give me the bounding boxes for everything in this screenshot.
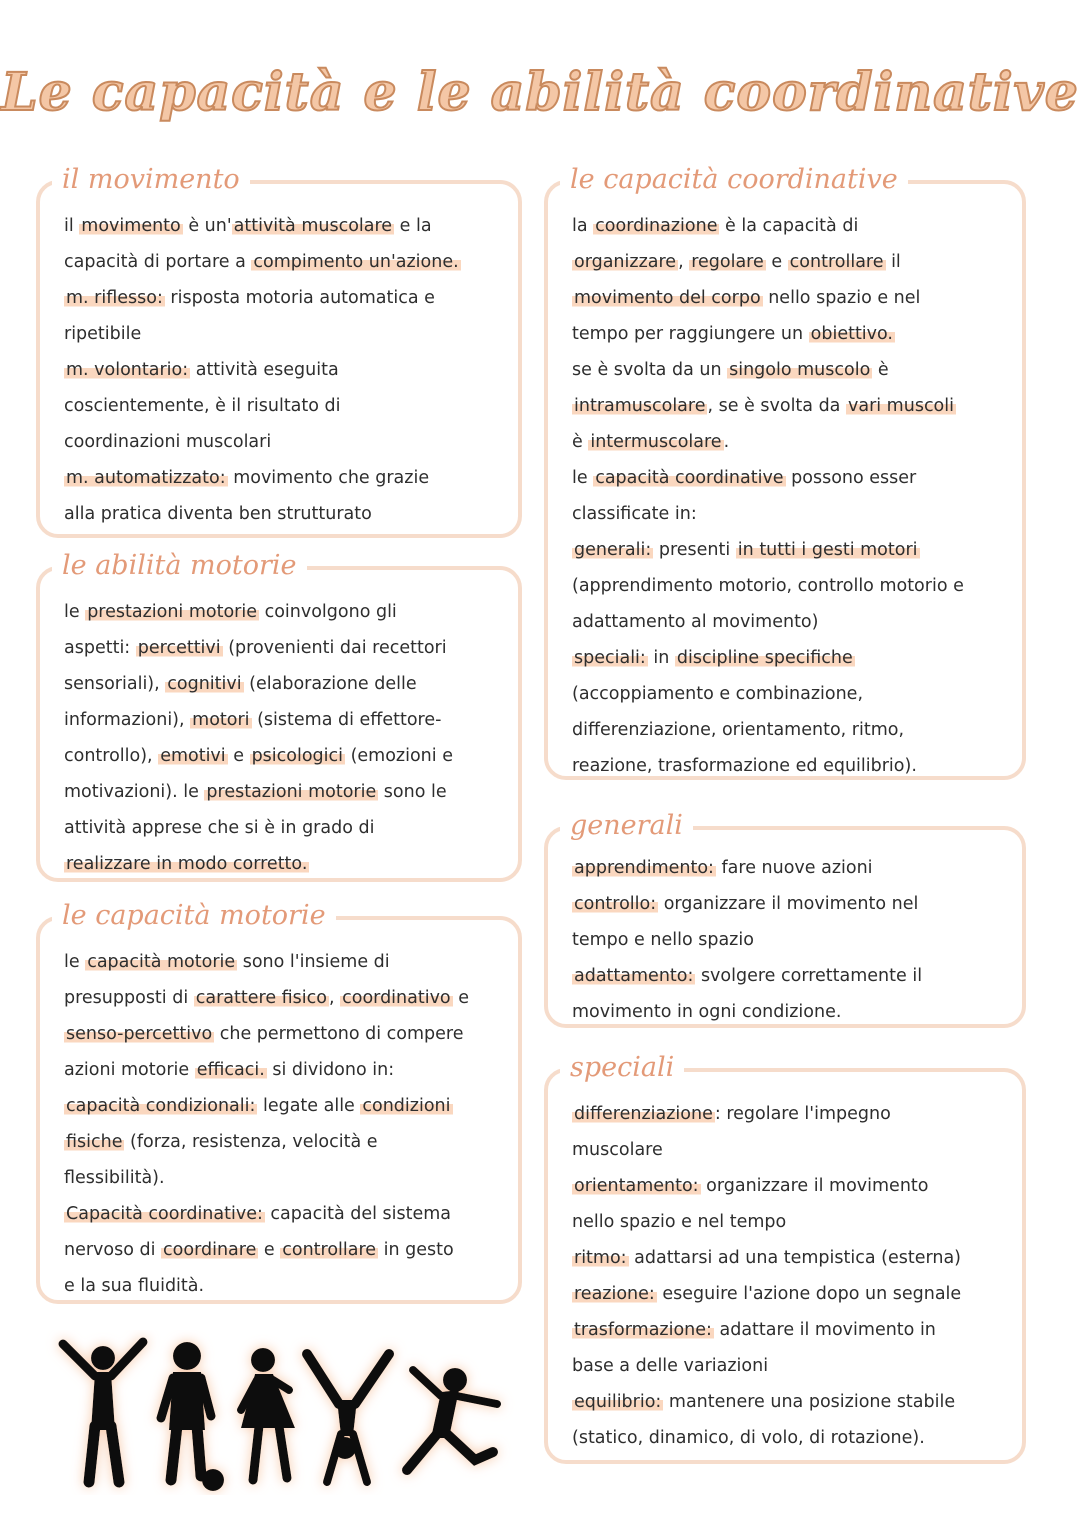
text-line — [64, 846, 453, 882]
text-segment: e — [227, 746, 250, 766]
text-line — [572, 460, 964, 496]
text-line — [572, 208, 964, 244]
text-line — [572, 352, 964, 388]
text-line — [572, 280, 964, 316]
text-line — [572, 568, 964, 604]
text-segment: ripetibile — [64, 324, 142, 344]
text-segment: si dividono in: — [266, 1060, 395, 1080]
text-line — [572, 1420, 961, 1456]
text-line — [572, 424, 964, 460]
highlighted-term: ritmo: — [574, 1248, 627, 1268]
highlighted-term: discipline specifiche — [676, 648, 853, 668]
text-segment: nervoso di — [64, 1240, 162, 1260]
text-line — [64, 1268, 469, 1304]
text-segment: se è svolta da un — [572, 360, 728, 380]
highlighted-term: apprendimento: — [574, 858, 714, 878]
highlighted-term: controllare — [789, 252, 884, 272]
text-segment: motivazioni). le — [64, 782, 205, 802]
text-line — [64, 460, 461, 496]
text-segment: fare nuove azioni — [715, 858, 873, 878]
highlighted-term: capacità coordinative — [595, 468, 784, 488]
text-line — [64, 280, 461, 316]
section-title-speciali: speciali — [560, 1054, 684, 1081]
text-segment: (elaborazione delle — [243, 674, 417, 694]
text-line — [572, 1204, 961, 1240]
text-line — [572, 1096, 961, 1132]
highlighted-term: m. volontario: — [66, 360, 189, 380]
text-line — [572, 1348, 961, 1384]
highlighted-term: coordinare — [163, 1240, 257, 1260]
section-body-movimento — [64, 208, 461, 532]
section-body-abilita-motorie — [64, 594, 453, 882]
text-segment: e — [452, 988, 469, 1008]
text-segment: sono le — [378, 782, 447, 802]
highlighted-term: movimento — [81, 216, 181, 236]
highlighted-term: vari muscoli — [847, 396, 954, 416]
text-line — [64, 980, 469, 1016]
text-line — [64, 666, 453, 702]
text-segment: capacità di portare a — [64, 252, 252, 272]
text-segment: attività eseguita — [190, 360, 339, 380]
highlighted-term: singolo muscolo — [729, 360, 871, 380]
section-body-speciali — [572, 1096, 961, 1456]
text-segment: le — [64, 602, 86, 622]
text-segment: è la capacità di — [719, 216, 859, 236]
children-silhouettes-icon — [45, 1330, 515, 1495]
text-line — [64, 316, 461, 352]
text-segment: , — [329, 988, 341, 1008]
highlighted-term: intermuscolare — [590, 432, 722, 452]
text-segment: in — [647, 648, 675, 668]
text-segment: capacità del sistema — [264, 1204, 452, 1224]
highlighted-term: generali: — [574, 540, 652, 560]
highlighted-term: trasformazione: — [574, 1320, 712, 1340]
text-segment: sono l'insieme di — [237, 952, 390, 972]
text-segment: adattare il movimento in — [713, 1320, 936, 1340]
text-line — [64, 630, 453, 666]
text-segment: (forza, resistenza, velocità e — [124, 1132, 378, 1152]
text-segment: alla pratica diventa ben strutturato — [64, 504, 372, 524]
highlighted-term: prestazioni motorie — [206, 782, 377, 802]
text-line — [572, 604, 964, 640]
text-segment: eseguire l'azione dopo un segnale — [656, 1284, 962, 1304]
text-segment: in gesto — [378, 1240, 454, 1260]
text-segment: e — [258, 1240, 281, 1260]
text-segment: differenziazione, orientamento, ritmo, — [572, 720, 905, 740]
text-line — [64, 1232, 469, 1268]
highlighted-term: reazione: — [574, 1284, 655, 1304]
text-line — [64, 208, 461, 244]
text-segment: svolgere correttamente il — [695, 966, 923, 986]
highlighted-term: speciali: — [574, 648, 646, 668]
text-segment: presenti — [653, 540, 736, 560]
text-segment: controllo), — [64, 746, 159, 766]
text-segment: movimento in ogni condizione. — [572, 1002, 842, 1022]
section-title-capacita-motorie: le capacità motorie — [52, 902, 336, 929]
text-segment: organizzare il movimento nel — [658, 894, 919, 914]
section-title-abilita-motorie: le abilità motorie — [52, 552, 307, 579]
text-segment: è — [572, 432, 589, 452]
text-line — [572, 1312, 961, 1348]
text-line — [572, 922, 922, 958]
text-segment: movimento che grazie — [227, 468, 430, 488]
section-title-capacita-coordinative: le capacità coordinative — [560, 166, 908, 193]
highlighted-term: emotivi — [160, 746, 226, 766]
highlighted-term: senso-percettivo — [66, 1024, 213, 1044]
text-segment: legate alle — [257, 1096, 361, 1116]
text-segment: e la — [394, 216, 432, 236]
highlighted-term: psicologici — [251, 746, 344, 766]
highlighted-term: capacità condizionali: — [66, 1096, 256, 1116]
text-line — [64, 738, 453, 774]
text-segment: coinvolgono gli — [259, 602, 397, 622]
text-segment: adattarsi ad una tempistica (esterna) — [628, 1248, 962, 1268]
highlighted-term: in tutti i gesti motori — [737, 540, 918, 560]
text-segment: tempo per raggiungere un — [572, 324, 809, 344]
text-line — [572, 1132, 961, 1168]
text-line — [64, 496, 461, 532]
text-segment: (sistema di effettore- — [251, 710, 442, 730]
section-title-generali: generali — [560, 812, 693, 839]
highlighted-term: realizzare in modo corretto. — [66, 854, 308, 874]
text-line — [64, 1196, 469, 1232]
text-segment: , — [678, 252, 690, 272]
text-line — [572, 886, 922, 922]
text-segment: nello spazio e nel tempo — [572, 1212, 787, 1232]
text-segment: aspetti: — [64, 638, 136, 658]
section-body-generali — [572, 850, 922, 1030]
silhouette-child-jumping — [407, 1368, 497, 1470]
text-segment: la — [572, 216, 594, 236]
text-segment: (provenienti dai recettori — [222, 638, 447, 658]
text-segment: , se è svolta da — [707, 396, 846, 416]
text-segment: il — [885, 252, 901, 272]
text-line — [64, 774, 453, 810]
highlighted-term: regolare — [691, 252, 764, 272]
highlighted-term: percettivi — [137, 638, 221, 658]
text-segment: e la sua fluidità. — [64, 1276, 205, 1296]
highlighted-term: movimento del corpo — [574, 288, 761, 308]
highlighted-term: prestazioni motorie — [87, 602, 258, 622]
text-segment: presupposti di — [64, 988, 194, 1008]
text-line — [64, 944, 469, 980]
text-segment: le — [64, 952, 86, 972]
text-segment: (apprendimento motorio, controllo motorio e — [572, 576, 964, 596]
text-line — [572, 712, 964, 748]
highlighted-term: adattamento: — [574, 966, 694, 986]
text-line — [64, 352, 461, 388]
text-line — [572, 496, 964, 532]
highlighted-term: obiettivo. — [810, 324, 893, 344]
highlighted-term: capacità motorie — [87, 952, 236, 972]
text-line — [572, 748, 964, 784]
text-segment: flessibilità). — [64, 1168, 165, 1188]
highlighted-term: m. automatizzato: — [66, 468, 226, 488]
text-line — [64, 388, 461, 424]
silhouette-child-ball — [161, 1342, 224, 1491]
text-segment: reazione, trasformazione ed equilibrio). — [572, 756, 917, 776]
text-line — [64, 1016, 469, 1052]
text-line — [572, 244, 964, 280]
text-line — [64, 1088, 469, 1124]
text-segment: le — [572, 468, 594, 488]
text-segment: base a delle variazioni — [572, 1356, 769, 1376]
text-segment: : regolare l'impegno — [714, 1104, 891, 1124]
text-segment: azioni motorie — [64, 1060, 195, 1080]
text-segment: coordinazioni muscolari — [64, 432, 272, 452]
text-line — [572, 1276, 961, 1312]
highlighted-term: fisiche — [66, 1132, 123, 1152]
highlighted-term: cognitivi — [167, 674, 242, 694]
text-line — [572, 994, 922, 1030]
highlighted-term: intramuscolare — [574, 396, 706, 416]
text-line — [572, 850, 922, 886]
text-line — [572, 388, 964, 424]
page-title: Le capacità e le abilità coordinative — [1, 62, 1079, 123]
text-segment: che permettono di compere — [214, 1024, 464, 1044]
text-segment: muscolare — [572, 1140, 663, 1160]
text-segment: coscientemente, è il risultato di — [64, 396, 341, 416]
silhouette-child-arms-up — [63, 1342, 143, 1482]
text-line — [64, 244, 461, 280]
silhouette-child-cartwheel — [307, 1354, 389, 1482]
text-segment: adattamento al movimento) — [572, 612, 819, 632]
text-line — [572, 532, 964, 568]
section-body-capacita-motorie — [64, 944, 469, 1304]
text-segment: attività apprese che si è in grado di — [64, 818, 375, 838]
text-segment: informazioni), — [64, 710, 191, 730]
text-line — [572, 640, 964, 676]
text-line — [64, 594, 453, 630]
highlighted-term: m. riflesso: — [66, 288, 163, 308]
text-line — [572, 1384, 961, 1420]
text-segment: (statico, dinamico, di volo, di rotazione). — [572, 1428, 925, 1448]
highlighted-term: coordinazione — [595, 216, 718, 236]
highlighted-term: orientamento: — [574, 1176, 699, 1196]
text-line — [64, 702, 453, 738]
text-line — [572, 1168, 961, 1204]
highlighted-term: condizioni — [362, 1096, 451, 1116]
text-segment: mantenere una posizione stabile — [663, 1392, 956, 1412]
text-line — [64, 424, 461, 460]
text-segment: è — [872, 360, 889, 380]
highlighted-term: motori — [192, 710, 250, 730]
highlighted-term: Capacità coordinative: — [66, 1204, 263, 1224]
text-line — [64, 1124, 469, 1160]
text-segment: classificate in: — [572, 504, 697, 524]
text-segment: nello spazio e nel — [762, 288, 921, 308]
text-line — [572, 1240, 961, 1276]
text-segment: e — [765, 252, 788, 272]
text-line — [572, 676, 964, 712]
highlighted-term: efficaci. — [196, 1060, 265, 1080]
text-line — [572, 316, 964, 352]
highlighted-term: equilibrio: — [574, 1392, 662, 1412]
highlighted-term: controllare — [282, 1240, 377, 1260]
text-segment: (emozioni e — [345, 746, 453, 766]
text-segment: organizzare il movimento — [700, 1176, 929, 1196]
highlighted-term: organizzare — [574, 252, 677, 272]
text-line — [64, 810, 453, 846]
text-line — [64, 1052, 469, 1088]
text-line — [572, 958, 922, 994]
text-segment: possono esser — [785, 468, 917, 488]
highlighted-term: carattere fisico — [195, 988, 327, 1008]
silhouette-child-girl — [241, 1348, 295, 1480]
text-segment: sensoriali), — [64, 674, 166, 694]
section-body-capacita-coordinative — [572, 208, 964, 784]
highlighted-term: compimento un'azione. — [253, 252, 459, 272]
highlighted-term: attività muscolare — [233, 216, 393, 236]
section-title-movimento: il movimento — [52, 166, 250, 193]
text-segment: il — [64, 216, 80, 236]
highlighted-term: differenziazione — [574, 1104, 713, 1124]
text-segment: tempo e nello spazio — [572, 930, 754, 950]
text-segment: risposta motoria automatica e — [164, 288, 435, 308]
highlighted-term: coordinativo — [342, 988, 451, 1008]
text-line — [64, 1160, 469, 1196]
highlighted-term: controllo: — [574, 894, 657, 914]
text-segment: (accoppiamento e combinazione, — [572, 684, 864, 704]
text-segment: . — [723, 432, 730, 452]
text-segment: è un' — [182, 216, 232, 236]
